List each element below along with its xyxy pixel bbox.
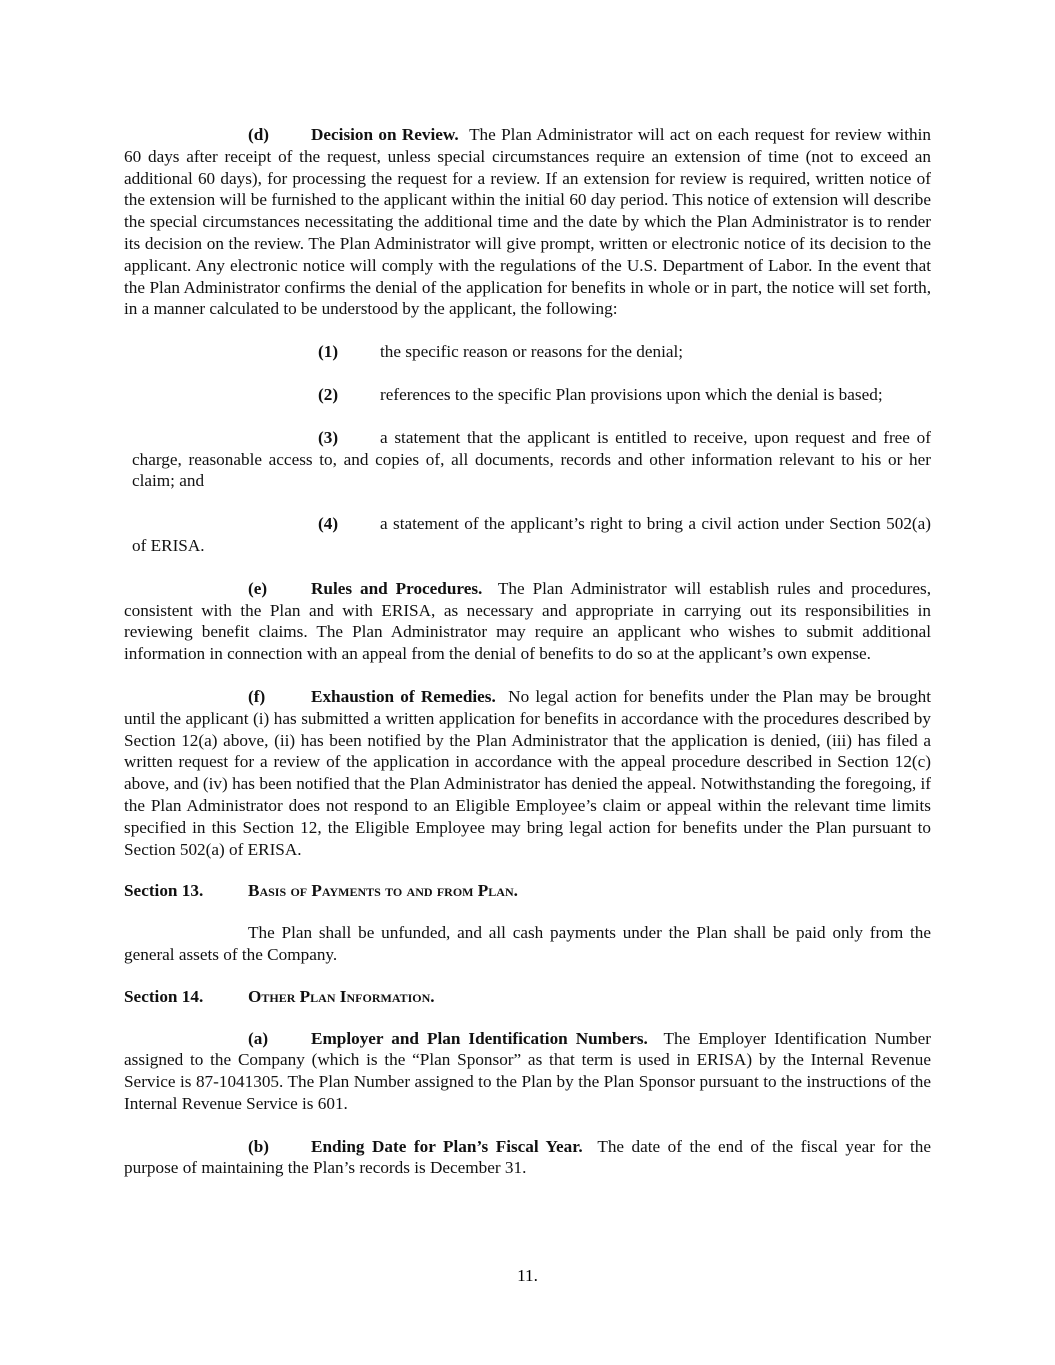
- paragraph-text: The date of the end of the fiscal year for the purpose of maintaining the Plan’s records is December 31.: [124, 1136, 931, 1178]
- list-text: a statement of the applicant’s right to bring a civil action under Section 502(a) of ERISA.: [132, 514, 931, 555]
- paragraph-d: [124, 124, 931, 320]
- paragraph-text: The Plan Administrator will act on each request for review within 60 days after receipt of the request, unless special circumstances require an extension of time (not to exceed an additional 60 days), for processing the request for a review. If an extension for review is required, written notice of the extension will be furnished to the applicant within the initial 60 day period. This notice of extension will describe the special circumstances necessitating the additional time and the date by which the Plan Administrator is to render its decision on the review. The Plan Administrator will give prompt, written or electronic notice of its decision to the applicant. Any electronic notice will comply with the regulations of the U.S. Department of Labor. In the event that the Plan Administrator confirms the denial of the application for benefits in whole or in part, the notice will set forth, in a manner calculated to be understood by the applicant, the following:: [124, 125, 931, 319]
- paragraph-text: No legal action for benefits under the Plan may be brought until the applicant (i) has submitted a written application for benefits in accordance with the procedures described by Section 12(a) above, (ii) has been notified by the Plan Administrator that the application is denied, (iii) has filed a written request for a review of the application in accordance with the appeal procedure described in Section 12(c) above, and (iv) has been notified that the Plan Administrator has denied the appeal. Notwithstanding the foregoing, if the Plan Administrator does not respond to an Eligible Employee’s claim or appeal within the relevant time limits specified in this Section 12, the Eligible Employee may bring legal action for benefits under the Plan pursuant to Section 502(a) of ERISA.: [124, 686, 931, 859]
- paragraph-a: [124, 1028, 931, 1115]
- page-number: 11.: [517, 1266, 538, 1285]
- paragraph-heading: Employer and Plan Identification Numbers.: [311, 1028, 648, 1048]
- document-page: [124, 124, 931, 1179]
- paragraph-e: [124, 578, 931, 665]
- section-14-heading: [124, 986, 931, 1008]
- list-item-1: [124, 341, 931, 363]
- section-number: Section 13.: [124, 881, 204, 901]
- list-marker: (2): [318, 384, 339, 404]
- list-marker: (4): [318, 514, 339, 534]
- list-item-4: [124, 513, 931, 557]
- paragraph-f: [124, 686, 931, 860]
- section-title: Basis of Payments to and from Plan.: [248, 881, 518, 901]
- paragraph-marker: (d): [248, 125, 270, 144]
- list-text: a statement that the applicant is entitled to receive, upon request and free of charge, reasonable access to, and copies of, all documents, records and other information relevant to his or her claim; and: [132, 427, 931, 491]
- list-marker: (3): [318, 427, 339, 447]
- paragraph-text: The Employer Identification Number assigned to the Company (which is the “Plan Sponsor” as that term is used in ERISA) by the Internal Revenue Service is 87-1041305. The Plan Number assigned to the Plan by the Plan Sponsor pursuant to the instructions of the Internal Revenue Service is 601.: [124, 1028, 931, 1113]
- list-text: the specific reason or reasons for the denial;: [380, 342, 684, 362]
- paragraph-heading: Rules and Procedures.: [311, 578, 483, 598]
- section-title: Other Plan Information.: [248, 986, 435, 1006]
- list-item-3: [124, 427, 931, 492]
- paragraph-heading: Decision on Review.: [311, 125, 459, 144]
- section-13-body: The Plan shall be unfunded, and all cash payments under the Plan shall be paid only from the general assets of the Company.: [124, 923, 931, 964]
- paragraph-marker: (b): [248, 1136, 270, 1156]
- paragraph-heading: Ending Date for Plan’s Fiscal Year.: [311, 1136, 583, 1156]
- paragraph-b: [124, 1136, 931, 1180]
- paragraph-heading: Exhaustion of Remedies.: [311, 686, 496, 706]
- paragraph-marker: (a): [248, 1028, 269, 1048]
- list-item-2: [124, 384, 931, 406]
- paragraph-text: The Plan Administrator will establish rules and procedures, consistent with the Plan and with ERISA, as necessary and appropriate in carrying out its responsibilities in reviewing benefit claims. The Plan Administrator may require an applicant who wishes to submit additional information in connection with an appeal from the denial of benefits to do so at the applicant’s own expense.: [124, 578, 931, 664]
- list-marker: (1): [318, 342, 339, 362]
- section-13-heading: [124, 880, 931, 902]
- paragraph-marker: (e): [248, 578, 268, 598]
- list-text: references to the specific Plan provisions upon which the denial is based;: [380, 384, 883, 404]
- section-number: Section 14.: [124, 986, 204, 1006]
- paragraph-marker: (f): [248, 686, 266, 706]
